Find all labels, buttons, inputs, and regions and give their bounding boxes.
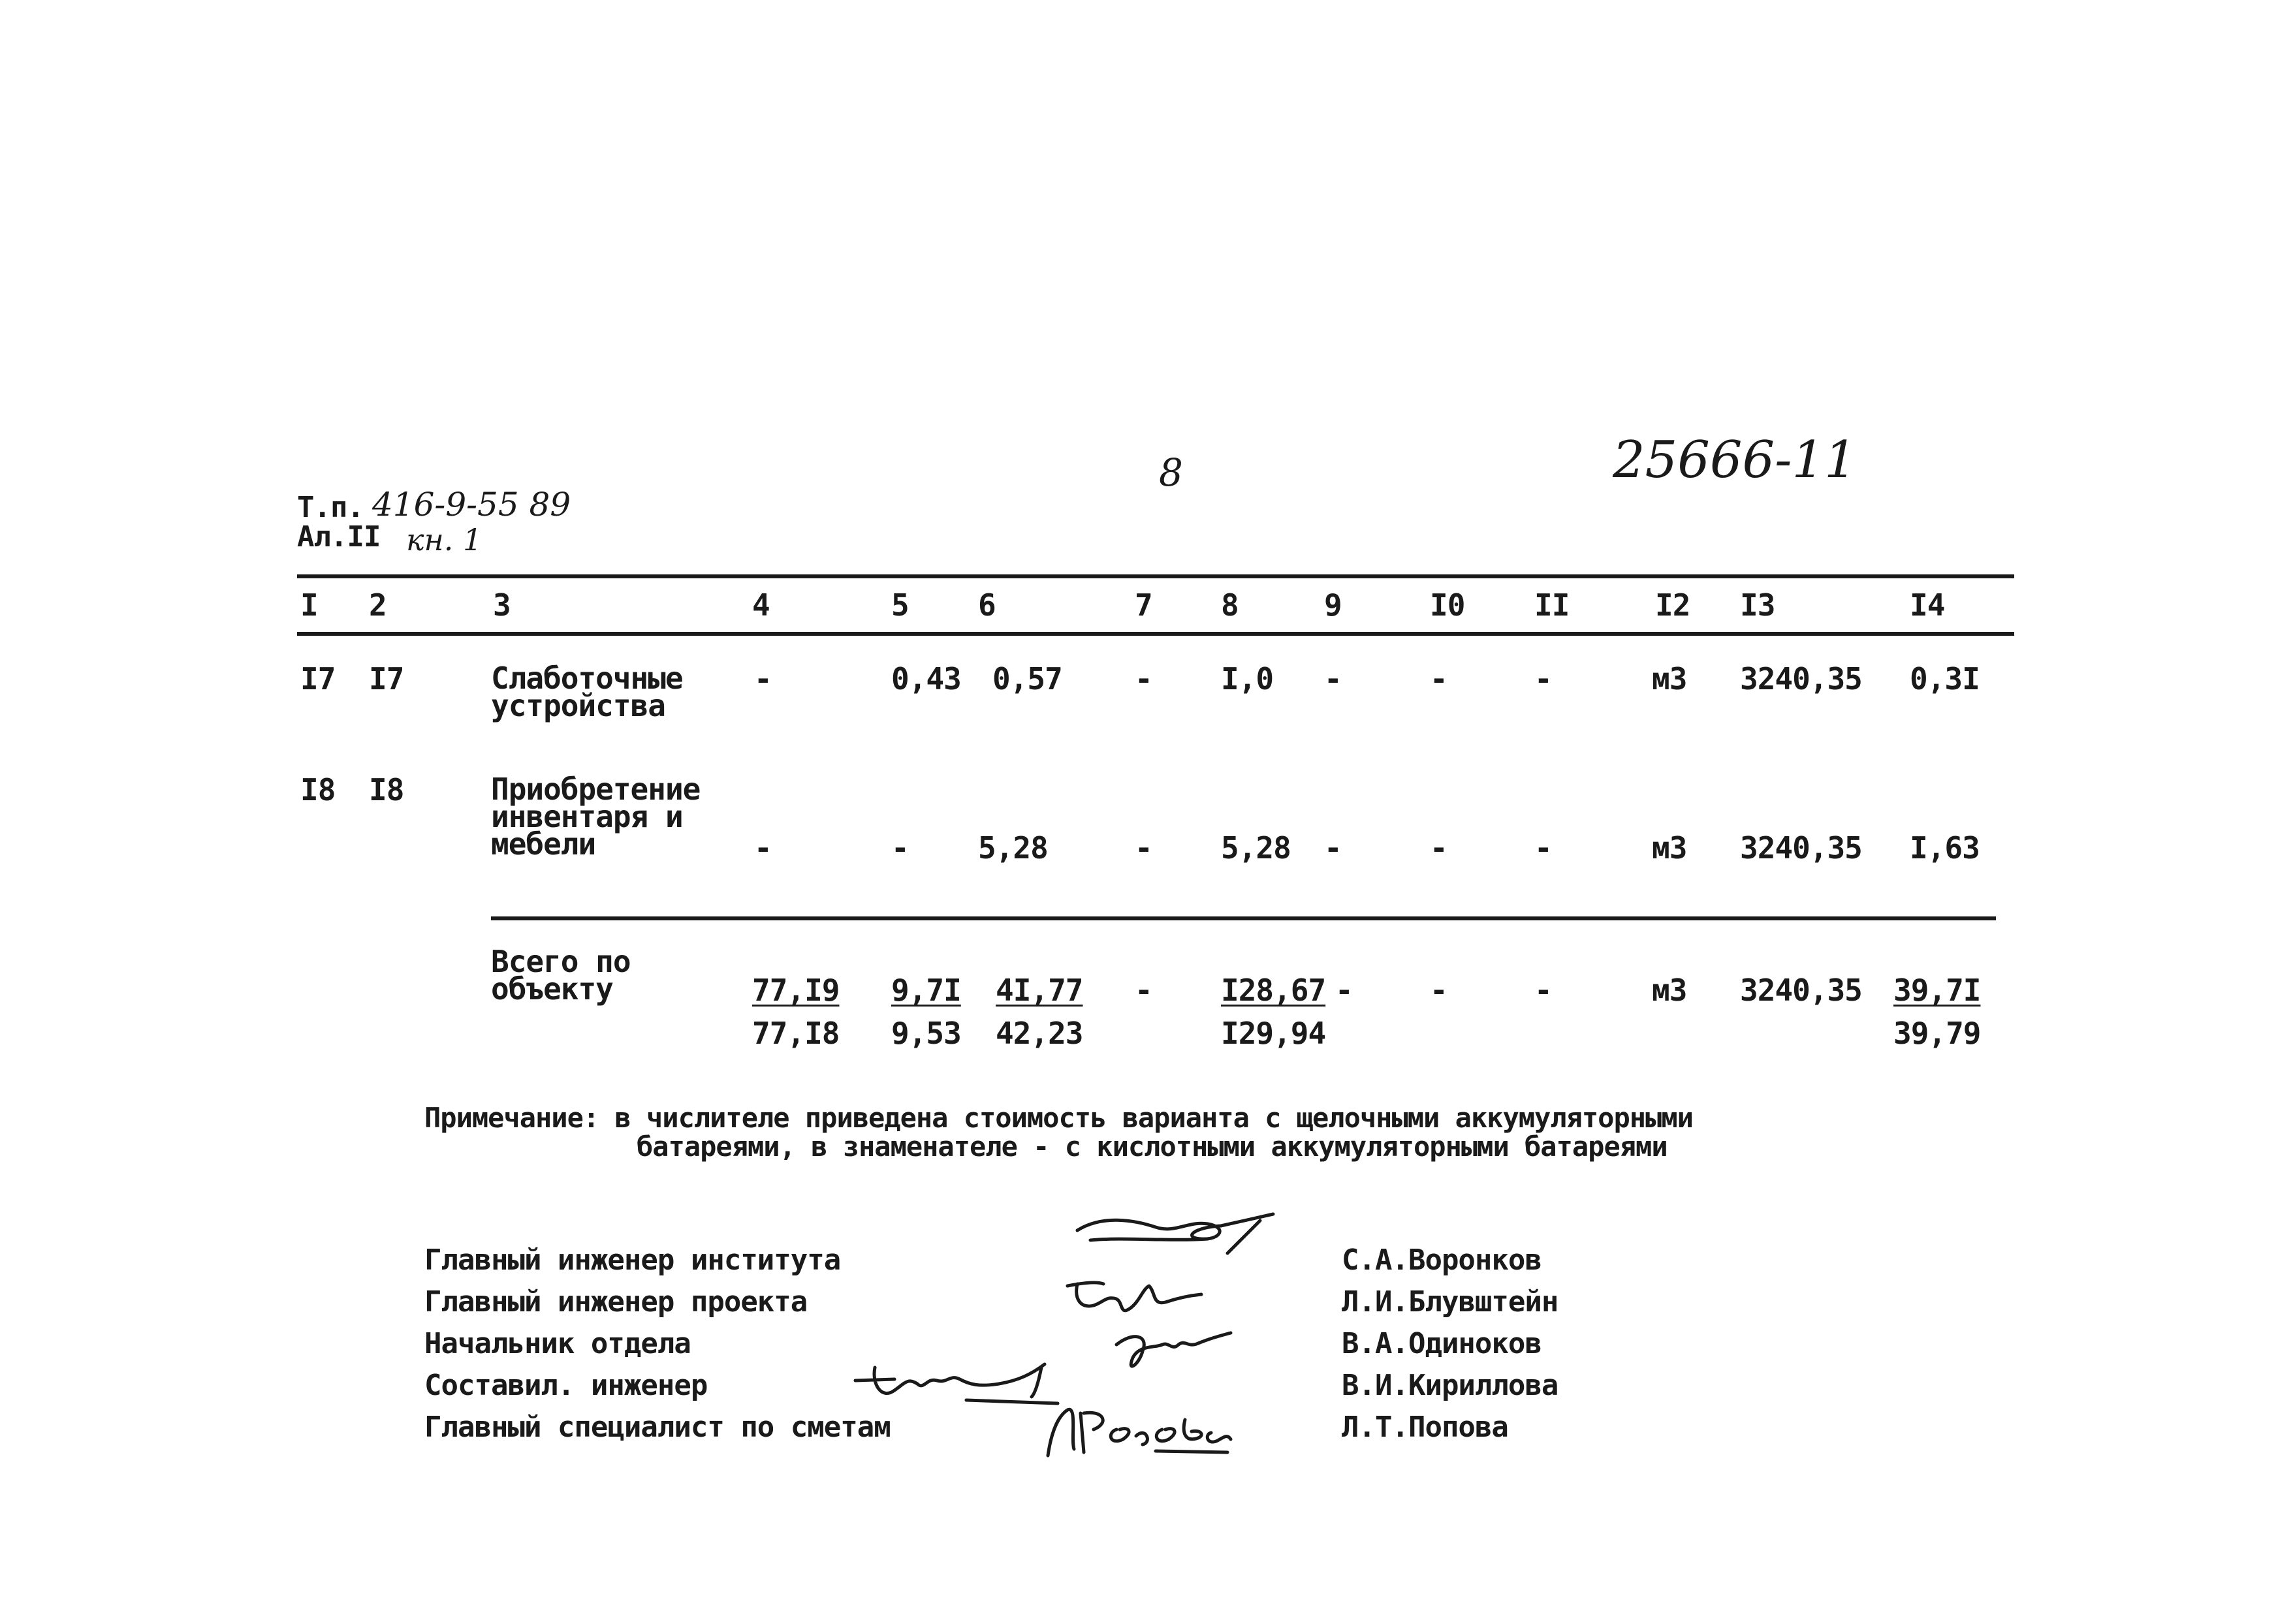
note-line-1: Примечание: в числителе приведена стоимость варианта с щелочными аккумуляторными	[424, 1102, 1693, 1134]
signature-department-head	[1103, 1319, 1247, 1384]
cell-col8: 5,28	[1221, 830, 1291, 866]
cell-volume: 3240,35	[1740, 661, 1862, 696]
row-name: Приобретение инвентаря и мебели	[491, 772, 701, 862]
cell-col8: I,0	[1221, 661, 1274, 696]
col-header-6: 6	[978, 587, 996, 623]
total-volume: 3240,35	[1740, 973, 1862, 1008]
col-header-11: II	[1534, 587, 1570, 623]
signer-name: В.И.Кириллова	[1342, 1369, 1558, 1402]
cell-col10: -	[1430, 661, 1447, 696]
cell-col4: -	[754, 661, 772, 696]
cell-col4: -	[754, 830, 772, 866]
row-code: I8	[369, 772, 404, 807]
total-col11: -	[1534, 973, 1552, 1008]
total-col4-denominator: 77,I8	[752, 1016, 840, 1051]
signature-chief-engineer-institute	[1064, 1201, 1286, 1266]
cell-col11: -	[1534, 661, 1552, 696]
col-header-9: 9	[1324, 587, 1342, 623]
signer-position: Составил. инженер	[424, 1369, 708, 1402]
total-col8-denominator: I29,94	[1221, 1016, 1326, 1051]
row-number: I8	[300, 772, 336, 807]
cell-volume: 3240,35	[1740, 830, 1862, 866]
cell-col10: -	[1430, 830, 1447, 866]
signer-position: Главный специалист по сметам	[424, 1411, 891, 1444]
cell-col9: -	[1324, 661, 1342, 696]
total-separator-rule	[491, 916, 1996, 920]
cell-col7: -	[1135, 830, 1152, 866]
cell-col6: 0,57	[992, 661, 1062, 696]
total-unit: м3	[1652, 973, 1687, 1008]
project-code: 416-9-55 89	[372, 486, 571, 523]
col-header-14: I4	[1910, 587, 1945, 623]
col-header-5: 5	[891, 587, 909, 623]
signature-chief-estimator	[1032, 1394, 1247, 1465]
col-header-12: I2	[1655, 587, 1690, 623]
col-header-4: 4	[752, 587, 770, 623]
col-header-7: 7	[1135, 587, 1152, 623]
col-header-10: I0	[1430, 587, 1465, 623]
signer-name: Л.Т.Попова	[1342, 1411, 1508, 1444]
cell-col14: I,63	[1910, 830, 1980, 866]
col-header-13: I3	[1740, 587, 1775, 623]
signer-name: Л.И.Блувштейн	[1342, 1285, 1558, 1319]
col-header-8: 8	[1221, 587, 1239, 623]
total-col14-denominator: 39,79	[1893, 1016, 1981, 1051]
total-col8-numerator: I28,67	[1221, 973, 1326, 1008]
total-col10: -	[1430, 973, 1447, 1008]
cell-col7: -	[1135, 661, 1152, 696]
cell-col6: 5,28	[978, 830, 1048, 866]
total-col4-numerator: 77,I9	[752, 973, 840, 1008]
album-prefix: Ал.II	[297, 520, 381, 554]
total-col7: -	[1135, 973, 1152, 1008]
header-bottom-rule	[297, 632, 2014, 636]
col-header-3: 3	[493, 587, 511, 623]
total-col5-denominator: 9,53	[891, 1016, 961, 1051]
total-col5-numerator: 9,7I	[891, 973, 961, 1008]
note-line-2: батареями, в знаменателе - с кислотными аккумуляторными батареями	[637, 1131, 1668, 1163]
total-col14-numerator: 39,7I	[1893, 973, 1981, 1008]
signer-name: С.А.Воронков	[1342, 1243, 1542, 1277]
col-header-1: I	[300, 587, 318, 623]
cell-col5: -	[891, 830, 909, 866]
signer-position: Главный инженер проекта	[424, 1285, 808, 1319]
cell-col14: 0,3I	[1910, 661, 1980, 696]
total-label: Всего по объекту	[491, 944, 631, 1007]
col-header-2: 2	[369, 587, 387, 623]
total-col6-denominator: 42,23	[996, 1016, 1083, 1051]
row-code: I7	[369, 661, 404, 696]
cell-unit: м3	[1652, 830, 1687, 866]
total-col9: -	[1335, 973, 1353, 1008]
document-number: 25666-11	[1613, 431, 1857, 490]
cell-col9: -	[1324, 830, 1342, 866]
book-number: кн. 1	[406, 522, 482, 557]
table-top-rule	[297, 574, 2014, 578]
signer-position: Главный инженер института	[424, 1243, 841, 1277]
cell-col5: 0,43	[891, 661, 961, 696]
project-prefix: Т.п.	[297, 491, 364, 524]
row-name: Слаботочные устройства	[491, 661, 683, 723]
page-number: 8	[1159, 450, 1183, 495]
row-number: I7	[300, 661, 336, 696]
cell-col11: -	[1534, 830, 1552, 866]
signer-name: В.А.Одиноков	[1342, 1327, 1542, 1360]
total-col6-numerator: 4I,77	[996, 973, 1083, 1008]
signer-position: Начальник отдела	[424, 1327, 691, 1360]
cell-unit: м3	[1652, 661, 1687, 696]
